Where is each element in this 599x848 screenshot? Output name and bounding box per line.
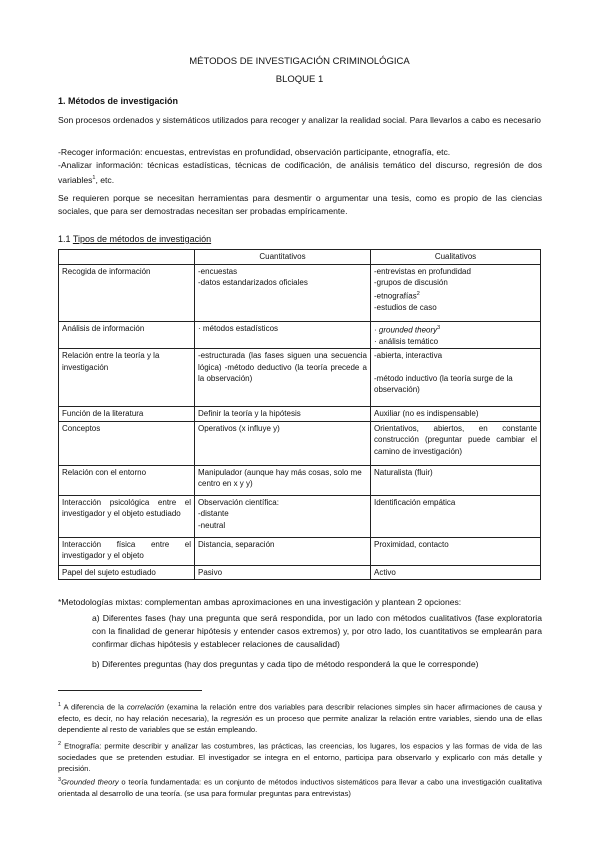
footnote-number: 1 — [58, 702, 62, 708]
bullet-recoger: -Recoger información: encuestas, entrevistas en profundidad, observación participante, etnografía, etc. — [58, 147, 451, 157]
footnote-ref-1: 1 — [92, 175, 96, 181]
subsection-heading — [58, 234, 211, 244]
qual-cell: Naturalista (fluir) — [371, 465, 541, 495]
qual-cell: Auxiliar (no es indispensable) — [371, 407, 541, 422]
document-title: MÉTODOS DE INVESTIGACIÓN CRIMINOLÓGICA — [189, 56, 410, 67]
intro-paragraph: Son procesos ordenados y sistemáticos utilizados para recoger y analizar la realidad social. Para llevarlos a cabo es necesario — [58, 115, 541, 125]
cell-line: -método inductivo (la teoría surge de la observación) — [374, 373, 513, 395]
row-label: Recogida de información — [59, 264, 195, 321]
methods-comparison-table — [58, 249, 541, 580]
cell-line: -encuestas — [198, 266, 238, 276]
subsection-title: Tipos de métodos de investigación — [72, 234, 212, 244]
footnote-3 — [58, 775, 542, 799]
cell-line: · métodos estadísticos — [198, 323, 279, 333]
qual-cell: Proximidad, contacto — [371, 537, 541, 565]
table-row — [59, 565, 541, 580]
table-row — [59, 465, 541, 495]
cell-line: · análisis temático — [374, 336, 439, 346]
cell-line: Observación científica: — [198, 497, 279, 507]
table-row — [59, 421, 541, 465]
footnote-text: (examina la relación entre dos variables para describir relaciones simples sin hacer afirmaciones de causa y efecto, es decir, no hay relación necesaria), la — [58, 702, 542, 723]
qual-cell — [371, 349, 541, 407]
document-subtitle: BLOQUE 1 — [275, 74, 324, 85]
bullet-analizar-tail: , etc. — [95, 174, 115, 185]
quant-cell: Operativos (x influye y) — [195, 421, 371, 465]
footnote-number: 2 — [58, 741, 62, 747]
qual-cell — [371, 264, 541, 321]
footnote-2 — [58, 739, 542, 774]
grounded-theory-text: grounded theory — [378, 325, 438, 335]
table-row — [59, 349, 541, 407]
footnote-ref-3: 3 — [437, 324, 441, 331]
row-label: Papel del sujeto estudiado — [59, 565, 195, 580]
quant-cell: -estructurada (las fases siguen una secuencia lógica) -método deductivo (la teoría precede a la observación) — [195, 349, 371, 407]
quant-cell: Pasivo — [195, 565, 371, 580]
requirement-paragraph: Se requieren porque se necesitan herramientas para desmentir o argumentar una tesis, como es propio de las ciencias sociales, que para ser demostradas necesitan ser probadas empíricamente. — [58, 193, 542, 216]
row-label: Conceptos — [59, 421, 195, 465]
footnote-italic: correlación — [126, 702, 165, 712]
footnote-ref-2: 2 — [416, 290, 420, 297]
header-cell-qualitative: Cualitativos — [371, 250, 541, 265]
table-header-row — [59, 250, 541, 265]
cell-line: -abierta, interactiva — [374, 351, 443, 361]
quant-cell — [195, 264, 371, 321]
table-row — [59, 537, 541, 565]
section-heading: 1. Métodos de investigación — [58, 96, 179, 106]
header-cell-quantitative: Cuantitativos — [195, 250, 371, 265]
cell-line: -estudios de caso — [374, 302, 437, 312]
mixed-methods-intro: *Metodologías mixtas: complementan ambas aproximaciones en una investigación y plantean 2 opciones: — [58, 597, 462, 607]
row-label: Relación entre la teoría y la investigación — [59, 349, 195, 407]
quant-cell — [195, 495, 371, 537]
qual-cell: Identificación empática — [371, 495, 541, 537]
mixed-option-b: b) Diferentes preguntas (hay dos preguntas y cada tipo de método responderá la que le corresponde) — [92, 659, 479, 669]
table-row — [59, 321, 541, 349]
subsection-number: 1.1 — [58, 234, 71, 244]
cell-line-text: · — [374, 325, 379, 335]
cell-line — [374, 289, 537, 302]
qual-cell: Orientativos, abiertos, en constante construcción (preguntar puede cambiar el camino de investigación) — [371, 421, 541, 465]
cell-line: -distante — [198, 509, 229, 519]
quant-cell — [195, 321, 371, 349]
quant-cell: Distancia, separación — [195, 537, 371, 565]
row-label: Relación con el entorno — [59, 465, 195, 495]
table-row — [59, 264, 541, 321]
footnote-italic: regresión — [220, 713, 253, 723]
row-label: Interacción psicológica entre el investigador y el objeto estudiado — [59, 495, 195, 537]
header-cell-empty — [59, 250, 195, 265]
row-label: Interacción física entre el investigador y el objeto — [59, 537, 195, 565]
table-row — [59, 495, 541, 537]
qual-cell — [371, 321, 541, 349]
cell-line: -neutral — [198, 520, 226, 530]
footnote-italic: Grounded theory — [61, 777, 119, 787]
table-row — [59, 407, 541, 422]
cell-line: -entrevistas en profundidad — [374, 266, 471, 276]
cell-line: -grupos de discusión — [374, 278, 448, 287]
footnote-1 — [58, 700, 542, 735]
footnote-separator — [58, 690, 202, 691]
bullet-analizar — [58, 159, 542, 187]
footnote-text: o teoría fundamentada: es un conjunto de métodos inductivos sistemáticos para llevar a cabo una investigación cualitativa orientada al desarrollo de una teoría. (se usa para formular preguntas para entrevistas) — [58, 777, 542, 798]
qual-cell: Activo — [371, 565, 541, 580]
footnote-text: Etnografía: permite describir y analizar las costumbres, las prácticas, las creencias, los lugares, los espacios y las formas de vida de las sociedades que se pretenden estudiar. El investigador se integra en el entorno, participa para observarlo y explicarlo con más detalle y precisión. — [58, 741, 542, 773]
row-label: Análisis de información — [59, 321, 195, 349]
cell-line — [374, 323, 537, 336]
footnote-text: A diferencia de la — [61, 702, 127, 712]
mixed-option-a: a) Diferentes fases (hay una pregunta que será respondida, por un lado con métodos cualitativos (fase exploratoria con la finalidad de generar hipótesis y entender casos extremos) y, por otro lado, los cuantitativos se emplearán para confirmar dichas hipótesis y establecer relaciones de causalidad) — [92, 613, 542, 649]
quant-cell: Definir la teoría y la hipótesis — [195, 407, 371, 422]
row-label: Función de la literatura — [59, 407, 195, 422]
bullet-analizar-text: -Analizar información: técnicas estadísticas, técnicas de codificación, de análisis temático del discurso, regresión de dos variables — [58, 160, 542, 185]
footnote-number: 3 — [58, 777, 62, 783]
footnote-text: es un proceso que permite analizar la relación entre variables, siendo una de ellas dependiente al resto de variables que se están empleando. — [58, 713, 542, 734]
cell-line: -datos estandarizados oficiales — [198, 278, 308, 287]
quant-cell: Manipulador (aunque hay más cosas, solo me centro en x y y) — [195, 465, 371, 495]
cell-line-text: -etnografías — [374, 291, 417, 301]
